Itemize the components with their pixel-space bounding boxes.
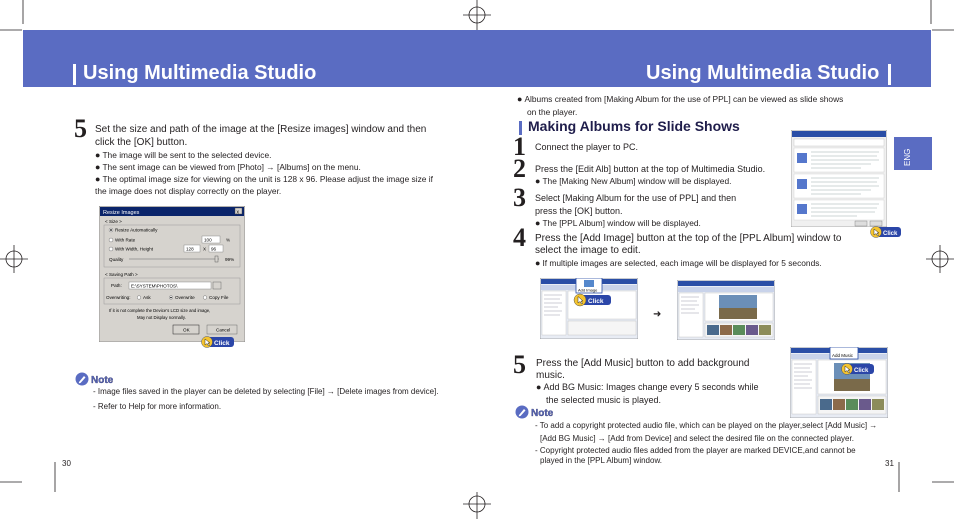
click-badge — [573, 292, 613, 307]
svg-text:Click: Click — [588, 298, 604, 305]
ppl-album-empty-screenshot — [540, 278, 638, 339]
svg-text:Ask: Ask — [143, 295, 151, 300]
step-text: Select [Making Album for the use of PPL] and then — [535, 193, 737, 203]
step-text: Set the size and path of the image at the [Resize images] window and then click the [OK] button. — [95, 124, 427, 148]
language-tab-label: ENG — [903, 148, 912, 166]
note-line: - To add a copyright protected audio file, which can be played on the player,select [Add Music] → — [535, 421, 878, 430]
step-number: 3 — [513, 183, 526, 212]
intro-bullet-continued: on the player. — [527, 107, 578, 117]
section-heading: Making Albums for Slide Shows — [528, 118, 740, 134]
note-line: - Refer to Help for more information. — [93, 402, 222, 411]
svg-text:May not Display normally.: May not Display normally. — [137, 315, 186, 320]
bullet-item: ● The image will be sent to the selected device. — [95, 150, 272, 160]
svg-text:X: X — [203, 246, 207, 252]
step-number: 5 — [74, 114, 87, 143]
svg-text:100: 100 — [204, 237, 212, 243]
bullet-item: ● The optimal image size for viewing on the unit is 128 x 96. Please adjust the image size if the image does not display correctly on the player. — [95, 174, 433, 196]
arrow-right-icon: ➜ — [653, 309, 662, 320]
svg-text:Add Music: Add Music — [832, 353, 854, 358]
step-text: Connect the player to PC. — [535, 142, 639, 152]
step-number: 1 — [513, 132, 526, 161]
svg-text:OK: OK — [183, 327, 190, 333]
page-number-right: 31 — [885, 459, 894, 468]
step-number: 2 — [513, 154, 526, 183]
svg-text:Overwriting:: Overwriting: — [106, 295, 131, 300]
svg-text:Path:: Path: — [111, 283, 122, 288]
language-tab — [894, 137, 932, 170]
svg-text:99%: 99% — [225, 257, 235, 262]
intro-bullet: ● Albums created from [Making Album for the use of PPL] can be viewed as slide shows — [517, 94, 844, 104]
page-title-right: Using Multimedia Studio — [646, 62, 880, 84]
svg-text:Click: Click — [214, 340, 230, 347]
ppl-album-add-music-screenshot — [790, 347, 888, 418]
svg-text:With Rate: With Rate — [115, 237, 136, 243]
step-text-continued: press the [OK] button. — [535, 206, 623, 216]
step-text-continued: music. — [536, 370, 565, 381]
ppl-album-filled-screenshot — [677, 280, 775, 340]
svg-text:Resize Automatically: Resize Automatically — [115, 227, 158, 233]
page-title-left: Using Multimedia Studio — [83, 62, 317, 84]
note-line: [Add BG Music] → [Add from Device] and select the desired file on the connected player. — [540, 434, 854, 443]
svg-text:E:\SYSTEM\PHOTOS\: E:\SYSTEM\PHOTOS\ — [131, 283, 178, 289]
svg-text:Note: Note — [531, 408, 554, 419]
svg-text:< Size >: < Size > — [105, 219, 122, 224]
svg-text:%: % — [226, 237, 231, 243]
svg-text:Click: Click — [854, 368, 869, 374]
bullet-item: ● The [PPL Album] window will be displayed. — [535, 218, 701, 228]
bullet-item: ● If multiple images are selected, each image will be displayed for 5 seconds. — [535, 258, 822, 268]
dialog-title: Resize Images — [103, 210, 140, 216]
svg-text:128: 128 — [186, 246, 194, 252]
note-line: - Image files saved in the player can be deleted by selecting [File] → [Delete images from device]. — [93, 387, 439, 396]
bullet-item-continued: the selected music is played. — [546, 395, 662, 405]
svg-text:Quality: Quality — [109, 257, 124, 262]
bullet-item: ● The sent image can be viewed from [Photo] → [Albums] on the menu. — [95, 162, 361, 172]
svg-text:Copy File: Copy File — [209, 295, 229, 300]
title-accent-bar-left — [73, 64, 76, 85]
svg-text:Cancel: Cancel — [216, 327, 231, 333]
step-text: Press the [Add Image] button at the top of the [PPL Album] window to — [535, 233, 842, 244]
click-badge — [201, 334, 235, 349]
page-number-left: 30 — [62, 459, 71, 468]
step-text: Press the [Add Music] button to add background — [536, 358, 750, 369]
svg-text:x: x — [236, 209, 239, 216]
note-badge — [75, 372, 121, 386]
note-line: played in the [PPL Album] window. — [540, 456, 662, 465]
step-text-continued: select the image to edit. — [535, 245, 641, 256]
svg-text:If it is not complete the Devi: If it is not complete the Device's LCD size and image, — [109, 308, 211, 313]
bullet-item: ● Add BG Music: Images change every 5 seconds while — [536, 382, 759, 392]
resize-images-dialog-screenshot — [99, 206, 245, 342]
title-accent-bar-right — [888, 64, 891, 85]
svg-text:Note: Note — [91, 375, 114, 386]
click-badge — [841, 361, 875, 376]
step-number: 5 — [513, 350, 526, 379]
note-line: - Copyright protected audio files added from the player are marked DEVICE,and cannot be — [535, 446, 856, 455]
svg-text:Click: Click — [883, 231, 898, 237]
bullet-item: ● The [Making New Album] window will be displayed. — [535, 176, 732, 186]
svg-text:< Saving Path >: < Saving Path > — [105, 272, 138, 277]
svg-text:96: 96 — [211, 246, 217, 252]
svg-text:Overwrite: Overwrite — [175, 295, 195, 300]
step-number: 4 — [513, 223, 526, 252]
svg-text:Add Image: Add Image — [578, 287, 598, 293]
note-badge — [515, 405, 561, 419]
click-badge — [870, 224, 902, 239]
step-text: Press the [Edit Alb] button at the top of Multimedia Studio. — [535, 164, 766, 174]
making-new-album-screenshot — [791, 130, 887, 227]
svg-text:With Width, Height: With Width, Height — [115, 246, 154, 252]
